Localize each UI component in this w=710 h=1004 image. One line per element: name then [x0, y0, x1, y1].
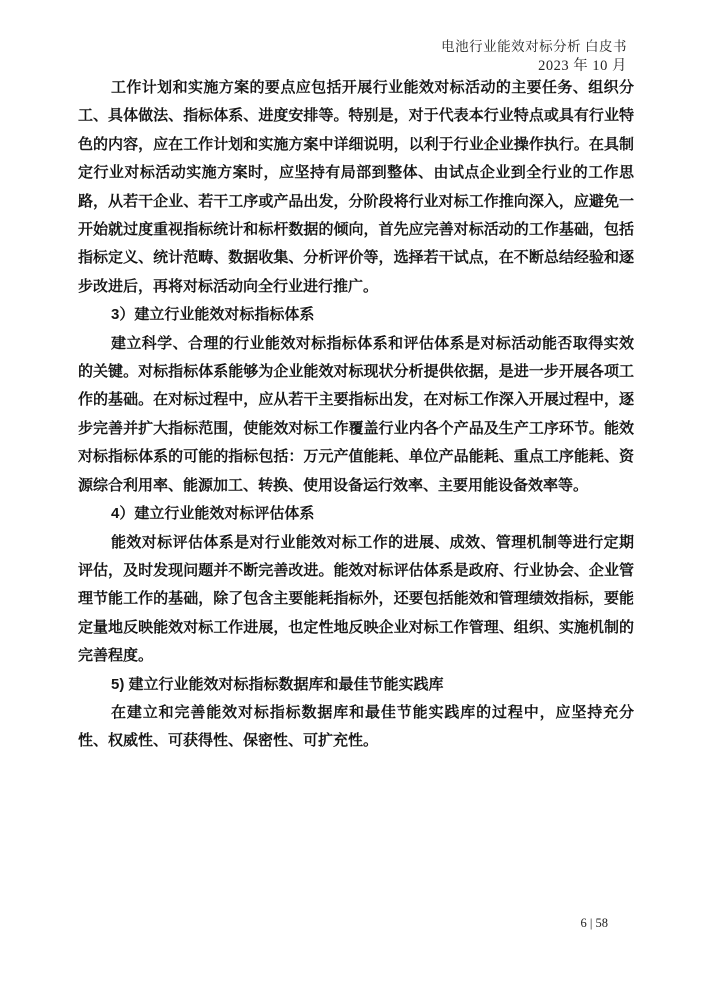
paragraph-work-plan: 工作计划和实施方案的要点应包括开展行业能效对标活动的主要任务、组织分工、具体做法、指标体系、进度安排等。特别是，对于代表本行业特点或具有行业特色的内容，应在工作计划和实施方案中详细说明，以利于行业企业操作执行。在具制定行业对标活动实施方案时，应坚持有局部到整体、由试点企业到全行业的工作思路，从若干企业、若干工序或产品出发，分阶段将行业对标工作推向深入，应避免一开始就过度重视指标统计和标杆数据的倾向，首先应完善对标活动的工作基础，包括指标定义、统计范畴、数据收集、分析评价等，选择若干试点，在不断总结经验和逐步改进后，再将对标活动向全行业进行推广。	[78, 79, 634, 295]
heading-item-3-indicator-system: 3）建立行业能效对标指标体系	[111, 306, 315, 324]
heading-item-5-database: 5) 建立行业能效对标指标数据库和最佳节能实践库	[111, 675, 444, 693]
document-header	[441, 37, 627, 76]
paragraph-evaluation-system: 能效对标评估体系是对行业能效对标工作的进展、成效、管理机制等进行定期评估，及时发现问题并不断完善改进。能效对标评估体系是政府、行业协会、企业管理节能工作的基础，除了包含主要能耗指标外，还要包括能效和管理绩效指标，要能定量地反映能效对标工作进展，也定性地反映企业对标工作管理、组织、实施机制的完善程度。	[78, 533, 634, 665]
paragraph-database: 在建立和完善能效对标指标数据库和最佳节能实践库的过程中，应坚持充分性、权威性、可获得性、保密性、可扩充性。	[78, 703, 634, 750]
document-body	[78, 74, 634, 756]
document-footer	[580, 916, 608, 931]
document-title: 电池行业能效对标分析 白皮书	[441, 39, 627, 54]
page-number: 6 | 58	[580, 916, 608, 930]
paragraph-indicator-system: 建立科学、合理的行业能效对标指标体系和评估体系是对标活动能否取得实效的关键。对标指标体系能够为企业能效对标现状分析提供依据，是进一步开展各项工作的基础。在对标过程中，应从若干主要指标出发，在对标工作深入开展过程中，逐步完善并扩大指标范围，使能效对标工作覆盖行业内各个产品及生产工序环节。能效对标指标体系的可能的指标包括：万元产值能耗、单位产品能耗、重点工序能耗、资源综合利用率、能源加工、转换、使用设备运行效率、主要用能设备效率等。	[78, 334, 634, 494]
heading-item-4-evaluation-system: 4）建立行业能效对标评估体系	[111, 505, 315, 523]
document-date: 2023 年 10 月	[538, 58, 627, 74]
